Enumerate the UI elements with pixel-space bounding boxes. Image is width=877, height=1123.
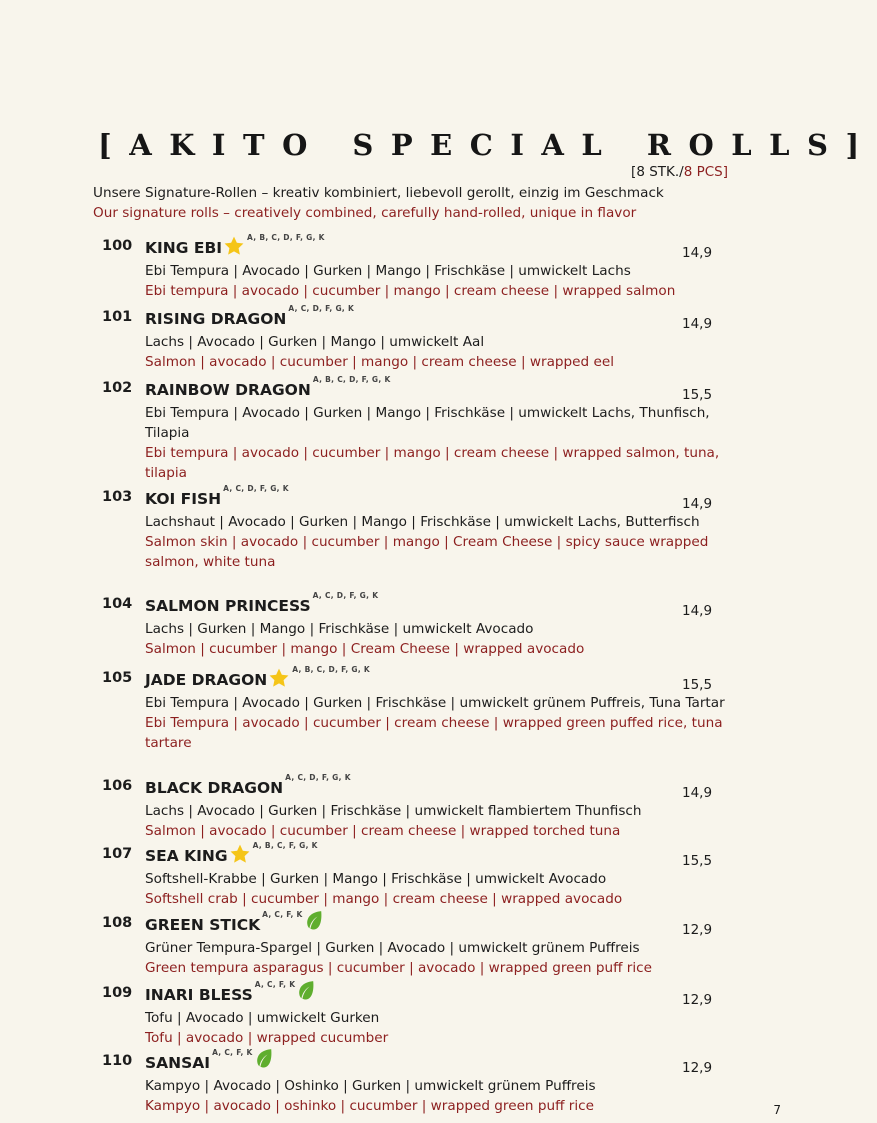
item-description-german: Tofu | Avocado | umwickelt Gurken xyxy=(145,1010,380,1026)
item-name-text: SANSAI xyxy=(145,1054,211,1072)
item-description xyxy=(145,261,725,301)
item-number: 109 xyxy=(102,985,133,1001)
item-price: 15,5 xyxy=(682,387,713,403)
item-price: 12,9 xyxy=(682,1060,713,1076)
item-allergens: A, C, D, F, G, K xyxy=(285,773,351,782)
item-number: 102 xyxy=(102,380,133,396)
item-description xyxy=(145,693,725,753)
item-description-english: Salmon | avocado | cucumber | cream cheese | wrapped torched tuna xyxy=(145,823,621,839)
item-number: 110 xyxy=(102,1053,133,1069)
item-name xyxy=(145,484,289,508)
item-allergens: A, B, C, F, G, K xyxy=(252,841,318,850)
item-description-german: Lachs | Avocado | Gurken | Mango | umwickelt Aal xyxy=(145,334,485,350)
item-description-german: Ebi Tempura | Avocado | Gurken | Mango | Frischkäse | umwickelt Lachs xyxy=(145,263,631,279)
item-description-german: Kampyo | Avocado | Oshinko | Gurken | umwickelt grünem Puffreis xyxy=(145,1078,596,1094)
item-price: 14,9 xyxy=(682,316,713,332)
item-name xyxy=(145,375,391,399)
item-description-german: Ebi Tempura | Avocado | Gurken | Frischkäse | umwickelt grünem Puffreis, Tuna Tartar xyxy=(145,695,725,711)
item-number: 105 xyxy=(102,670,133,686)
item-description xyxy=(145,332,725,372)
pieces-de: [8 STK./ xyxy=(631,164,684,180)
item-description xyxy=(145,403,725,483)
item-description xyxy=(145,938,725,978)
item-name-text: RISING DRAGON xyxy=(145,310,287,328)
item-allergens: A, C, F, K xyxy=(254,980,296,989)
item-description xyxy=(145,619,725,659)
item-number: 106 xyxy=(102,778,133,794)
item-name-text: JADE DRAGON xyxy=(145,671,268,689)
item-description-english: Softshell crab | cucumber | mango | cream cheese | wrapped avocado xyxy=(145,891,623,907)
item-price: 15,5 xyxy=(682,853,713,869)
item-price: 14,9 xyxy=(682,785,713,801)
item-description-english: Kampyo | avocado | oshinko | cucumber | wrapped green puff rice xyxy=(145,1098,595,1114)
pieces-info xyxy=(631,164,728,180)
item-allergens: A, C, D, F, G, K xyxy=(312,591,379,600)
item-description-german: Ebi Tempura | Avocado | Gurken | Mango | Frischkäse | umwickelt Lachs, Thunfisch, Tilapia xyxy=(145,405,710,441)
item-name-text: RAINBOW DRAGON xyxy=(145,381,311,399)
leaf-icon xyxy=(255,1048,273,1070)
item-description-german: Softshell-Krabbe | Gurken | Mango | Frischkäse | umwickelt Avocado xyxy=(145,871,607,887)
item-name-text: KING EBI xyxy=(145,239,223,257)
item-allergens: A, C, F, K xyxy=(262,910,303,919)
intro-german: Unsere Signature-Rollen – kreativ kombiniert, liebevoll gerollt, einzig im Geschmack xyxy=(93,185,664,201)
item-description xyxy=(145,1008,725,1048)
intro-english: Our signature rolls – creatively combined, carefully hand-rolled, unique in flavor xyxy=(93,205,637,221)
item-description-english: Ebi tempura | avocado | cucumber | mango | cream cheese | wrapped salmon, tuna, tilapia xyxy=(145,445,720,481)
item-number: 103 xyxy=(102,489,133,505)
item-number: 101 xyxy=(102,309,133,325)
item-description xyxy=(145,801,725,841)
item-price: 14,9 xyxy=(682,603,713,619)
item-name-text: BLACK DRAGON xyxy=(145,779,284,797)
item-description-german: Lachs | Avocado | Gurken | Frischkäse | umwickelt flambiertem Thunfisch xyxy=(145,803,642,819)
item-price: 14,9 xyxy=(682,496,713,512)
pieces-en: 8 PCS] xyxy=(683,164,728,180)
item-name xyxy=(145,980,315,1004)
item-price: 12,9 xyxy=(682,992,713,1008)
item-description-english: Tofu | avocado | wrapped cucumber xyxy=(145,1030,389,1046)
item-allergens: A, C, D, F, G, K xyxy=(288,304,355,313)
item-name xyxy=(145,841,318,865)
item-description-german: Grüner Tempura-Spargel | Gurken | Avocado | umwickelt grünem Puffreis xyxy=(145,940,640,956)
item-description-english: Ebi tempura | avocado | cucumber | mango | cream cheese | wrapped salmon xyxy=(145,283,676,299)
item-allergens: A, C, D, F, G, K xyxy=(223,484,289,493)
item-name xyxy=(145,1048,273,1072)
page-number: 7 xyxy=(773,1103,781,1117)
item-name xyxy=(145,665,371,689)
page-title: [AKITO SPECIAL ROLLS] xyxy=(98,128,877,162)
item-number: 108 xyxy=(102,915,133,931)
item-number: 100 xyxy=(102,238,133,254)
item-number: 107 xyxy=(102,846,133,862)
item-allergens: A, B, C, D, F, G, K xyxy=(312,375,391,384)
item-description-english: Salmon | avocado | cucumber | mango | cream cheese | wrapped eel xyxy=(145,354,614,370)
star-icon xyxy=(268,667,290,689)
item-description xyxy=(145,1076,725,1116)
item-name-text: GREEN STICK xyxy=(145,916,261,934)
item-description-english: Green tempura asparagus | cucumber | avocado | wrapped green puff rice xyxy=(145,960,652,976)
leaf-icon xyxy=(305,910,323,932)
item-price: 14,9 xyxy=(682,245,713,261)
item-name-text: KOI FISH xyxy=(145,490,222,508)
item-allergens: A, B, C, D, F, G, K xyxy=(292,665,371,674)
item-name-text: SALMON PRINCESS xyxy=(145,597,311,615)
item-allergens: A, B, C, D, F, G, K xyxy=(247,233,325,242)
item-description-english: Salmon skin | avocado | cucumber | mango | Cream Cheese | spicy sauce wrapped salmon, white tuna xyxy=(145,534,709,570)
item-description xyxy=(145,512,725,572)
item-description-english: Salmon | cucumber | mango | Cream Cheese | wrapped avocado xyxy=(145,641,585,657)
item-name xyxy=(145,773,351,797)
item-price: 15,5 xyxy=(682,677,713,693)
leaf-icon xyxy=(297,980,315,1002)
item-description xyxy=(145,869,725,909)
star-icon xyxy=(229,843,251,865)
item-price: 12,9 xyxy=(682,922,713,938)
item-allergens: A, C, F, K xyxy=(212,1048,253,1057)
item-name-text: SEA KING xyxy=(145,847,228,865)
item-description-english: Ebi Tempura | avocado | cucumber | cream cheese | wrapped green puffed rice, tuna tartare xyxy=(145,715,723,751)
item-description-german: Lachshaut | Avocado | Gurken | Mango | Frischkäse | umwickelt Lachs, Butterfisch xyxy=(145,514,700,530)
item-name xyxy=(145,910,323,934)
item-name xyxy=(145,304,355,328)
item-name-text: INARI BLESS xyxy=(145,986,253,1004)
item-number: 104 xyxy=(102,596,133,612)
item-description-german: Lachs | Gurken | Mango | Frischkäse | umwickelt Avocado xyxy=(145,621,534,637)
item-name xyxy=(145,591,379,615)
item-name xyxy=(145,233,325,257)
star-icon xyxy=(223,235,245,257)
